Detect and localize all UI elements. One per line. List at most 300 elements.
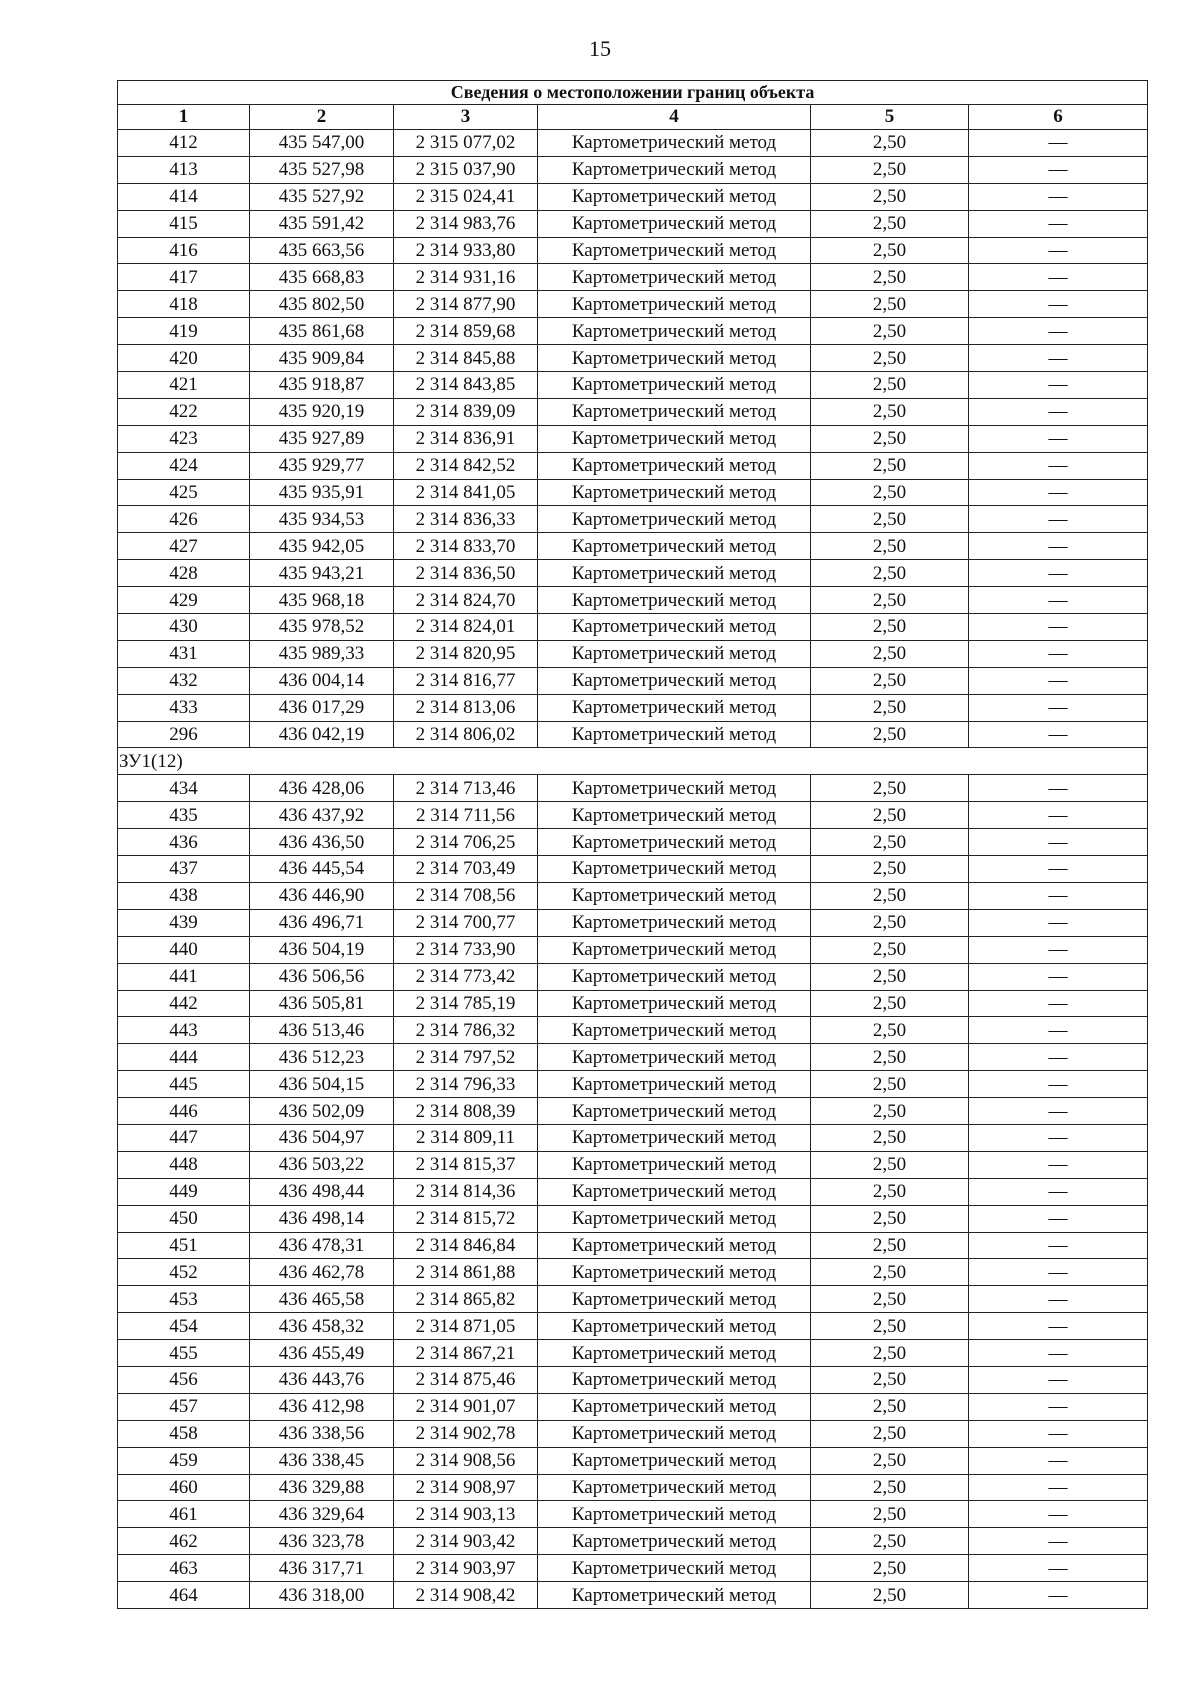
x-coordinate-cell: 436 478,31 <box>250 1232 394 1259</box>
point-number-cell: 415 <box>118 210 250 237</box>
description-cell: — <box>969 237 1148 264</box>
description-cell: — <box>969 130 1148 157</box>
method-cell: Картометрический метод <box>538 130 811 157</box>
x-coordinate-cell: 436 428,06 <box>250 775 394 802</box>
accuracy-cell: 2,50 <box>811 882 969 909</box>
table-row <box>118 1393 1148 1420</box>
method-cell: Картометрический метод <box>538 1555 811 1582</box>
point-number-cell: 427 <box>118 533 250 560</box>
y-coordinate-cell: 2 314 933,80 <box>394 237 538 264</box>
point-number-cell: 421 <box>118 372 250 399</box>
x-coordinate-cell: 435 861,68 <box>250 318 394 345</box>
method-cell: Картометрический метод <box>538 398 811 425</box>
table-row <box>118 882 1148 909</box>
description-cell: — <box>969 1124 1148 1151</box>
table-row <box>118 506 1148 533</box>
description-cell: — <box>969 1528 1148 1555</box>
table-row <box>118 156 1148 183</box>
accuracy-cell: 2,50 <box>811 183 969 210</box>
x-coordinate-cell: 435 591,42 <box>250 210 394 237</box>
accuracy-cell: 2,50 <box>811 479 969 506</box>
x-coordinate-cell: 436 462,78 <box>250 1259 394 1286</box>
table-row <box>118 479 1148 506</box>
table-row <box>118 1474 1148 1501</box>
y-coordinate-cell: 2 314 836,50 <box>394 560 538 587</box>
description-cell: — <box>969 291 1148 318</box>
boundary-coordinates-table <box>117 80 1148 1609</box>
x-coordinate-cell: 436 017,29 <box>250 694 394 721</box>
x-coordinate-cell: 435 909,84 <box>250 345 394 372</box>
table-row <box>118 1232 1148 1259</box>
accuracy-cell: 2,50 <box>811 210 969 237</box>
method-cell: Картометрический метод <box>538 1098 811 1125</box>
table-row <box>118 1313 1148 1340</box>
description-cell: — <box>969 856 1148 883</box>
y-coordinate-cell: 2 314 814,36 <box>394 1178 538 1205</box>
point-number-cell: 437 <box>118 856 250 883</box>
method-cell: Картометрический метод <box>538 1420 811 1447</box>
description-cell: — <box>969 667 1148 694</box>
y-coordinate-cell: 2 314 786,32 <box>394 1017 538 1044</box>
y-coordinate-cell: 2 314 846,84 <box>394 1232 538 1259</box>
description-cell: — <box>969 721 1148 748</box>
x-coordinate-cell: 435 942,05 <box>250 533 394 560</box>
method-cell: Картометрический метод <box>538 372 811 399</box>
method-cell: Картометрический метод <box>538 560 811 587</box>
table-row <box>118 694 1148 721</box>
point-number-cell: 429 <box>118 587 250 614</box>
y-coordinate-cell: 2 314 813,06 <box>394 694 538 721</box>
method-cell: Картометрический метод <box>538 1393 811 1420</box>
y-coordinate-cell: 2 314 808,39 <box>394 1098 538 1125</box>
table-row <box>118 345 1148 372</box>
point-number-cell: 422 <box>118 398 250 425</box>
method-cell: Картометрический метод <box>538 156 811 183</box>
x-coordinate-cell: 436 504,15 <box>250 1071 394 1098</box>
y-coordinate-cell: 2 314 842,52 <box>394 452 538 479</box>
table-row <box>118 1071 1148 1098</box>
point-number-cell: 460 <box>118 1474 250 1501</box>
method-cell: Картометрический метод <box>538 1071 811 1098</box>
table-row <box>118 640 1148 667</box>
point-number-cell: 434 <box>118 775 250 802</box>
accuracy-cell: 2,50 <box>811 1232 969 1259</box>
description-cell: — <box>969 1447 1148 1474</box>
point-number-cell: 425 <box>118 479 250 506</box>
description-cell: — <box>969 909 1148 936</box>
point-number-cell: 442 <box>118 990 250 1017</box>
table-row <box>118 990 1148 1017</box>
y-coordinate-cell: 2 314 902,78 <box>394 1420 538 1447</box>
method-cell: Картометрический метод <box>538 802 811 829</box>
table-body <box>118 130 1148 1609</box>
x-coordinate-cell: 435 668,83 <box>250 264 394 291</box>
point-number-cell: 452 <box>118 1259 250 1286</box>
description-cell: — <box>969 1017 1148 1044</box>
y-coordinate-cell: 2 314 820,95 <box>394 640 538 667</box>
description-cell: — <box>969 264 1148 291</box>
x-coordinate-cell: 436 505,81 <box>250 990 394 1017</box>
x-coordinate-cell: 435 663,56 <box>250 237 394 264</box>
y-coordinate-cell: 2 314 809,11 <box>394 1124 538 1151</box>
table-row <box>118 452 1148 479</box>
accuracy-cell: 2,50 <box>811 1151 969 1178</box>
x-coordinate-cell: 435 989,33 <box>250 640 394 667</box>
table-row <box>118 1151 1148 1178</box>
x-coordinate-cell: 436 436,50 <box>250 829 394 856</box>
table-row <box>118 802 1148 829</box>
x-coordinate-cell: 436 512,23 <box>250 1044 394 1071</box>
page-number: 15 <box>589 36 611 61</box>
method-cell: Картометрический метод <box>538 1178 811 1205</box>
point-number-cell: 430 <box>118 614 250 641</box>
accuracy-cell: 2,50 <box>811 587 969 614</box>
accuracy-cell: 2,50 <box>811 1286 969 1313</box>
description-cell: — <box>969 1205 1148 1232</box>
accuracy-cell: 2,50 <box>811 1313 969 1340</box>
y-coordinate-cell: 2 314 713,46 <box>394 775 538 802</box>
y-coordinate-cell: 2 314 785,19 <box>394 990 538 1017</box>
point-number-cell: 446 <box>118 1098 250 1125</box>
x-coordinate-cell: 436 455,49 <box>250 1340 394 1367</box>
point-number-cell: 445 <box>118 1071 250 1098</box>
method-cell: Картометрический метод <box>538 1474 811 1501</box>
x-coordinate-cell: 435 547,00 <box>250 130 394 157</box>
accuracy-cell: 2,50 <box>811 963 969 990</box>
y-coordinate-cell: 2 314 815,37 <box>394 1151 538 1178</box>
y-coordinate-cell: 2 314 815,72 <box>394 1205 538 1232</box>
method-cell: Картометрический метод <box>538 506 811 533</box>
table-row <box>118 560 1148 587</box>
table-row <box>118 1017 1148 1044</box>
method-cell: Картометрический метод <box>538 909 811 936</box>
accuracy-cell: 2,50 <box>811 560 969 587</box>
x-coordinate-cell: 436 504,97 <box>250 1124 394 1151</box>
accuracy-cell: 2,50 <box>811 1124 969 1151</box>
method-cell: Картометрический метод <box>538 1151 811 1178</box>
y-coordinate-cell: 2 314 841,05 <box>394 479 538 506</box>
point-number-cell: 451 <box>118 1232 250 1259</box>
accuracy-cell: 2,50 <box>811 829 969 856</box>
description-cell: — <box>969 775 1148 802</box>
point-number-cell: 412 <box>118 130 250 157</box>
y-coordinate-cell: 2 314 836,91 <box>394 425 538 452</box>
accuracy-cell: 2,50 <box>811 1205 969 1232</box>
accuracy-cell: 2,50 <box>811 640 969 667</box>
table-row <box>118 963 1148 990</box>
x-coordinate-cell: 436 042,19 <box>250 721 394 748</box>
method-cell: Картометрический метод <box>538 1582 811 1609</box>
description-cell: — <box>969 1313 1148 1340</box>
x-coordinate-cell: 436 504,19 <box>250 936 394 963</box>
point-number-cell: 423 <box>118 425 250 452</box>
y-coordinate-cell: 2 315 077,02 <box>394 130 538 157</box>
point-number-cell: 444 <box>118 1044 250 1071</box>
point-number-cell: 419 <box>118 318 250 345</box>
description-cell: — <box>969 936 1148 963</box>
accuracy-cell: 2,50 <box>811 936 969 963</box>
description-cell: — <box>969 1420 1148 1447</box>
x-coordinate-cell: 436 506,56 <box>250 963 394 990</box>
x-coordinate-cell: 435 978,52 <box>250 614 394 641</box>
table-row <box>118 1528 1148 1555</box>
point-number-cell: 461 <box>118 1501 250 1528</box>
y-coordinate-cell: 2 314 908,56 <box>394 1447 538 1474</box>
point-number-cell: 439 <box>118 909 250 936</box>
description-cell: — <box>969 1286 1148 1313</box>
accuracy-cell: 2,50 <box>811 452 969 479</box>
description-cell: — <box>969 372 1148 399</box>
y-coordinate-cell: 2 314 861,88 <box>394 1259 538 1286</box>
method-cell: Картометрический метод <box>538 1340 811 1367</box>
accuracy-cell: 2,50 <box>811 156 969 183</box>
y-coordinate-cell: 2 314 867,21 <box>394 1340 538 1367</box>
point-number-cell: 420 <box>118 345 250 372</box>
column-header: 4 <box>538 105 811 130</box>
table-row <box>118 1555 1148 1582</box>
x-coordinate-cell: 436 329,88 <box>250 1474 394 1501</box>
description-cell: — <box>969 694 1148 721</box>
x-coordinate-cell: 436 323,78 <box>250 1528 394 1555</box>
accuracy-cell: 2,50 <box>811 264 969 291</box>
accuracy-cell: 2,50 <box>811 856 969 883</box>
method-cell: Картометрический метод <box>538 210 811 237</box>
accuracy-cell: 2,50 <box>811 425 969 452</box>
point-number-cell: 438 <box>118 882 250 909</box>
accuracy-cell: 2,50 <box>811 237 969 264</box>
description-cell: — <box>969 1501 1148 1528</box>
accuracy-cell: 2,50 <box>811 1366 969 1393</box>
y-coordinate-cell: 2 314 908,97 <box>394 1474 538 1501</box>
accuracy-cell: 2,50 <box>811 1501 969 1528</box>
description-cell: — <box>969 210 1148 237</box>
table-row <box>118 398 1148 425</box>
point-number-cell: 449 <box>118 1178 250 1205</box>
table-row <box>118 425 1148 452</box>
point-number-cell: 436 <box>118 829 250 856</box>
method-cell: Картометрический метод <box>538 1205 811 1232</box>
description-cell: — <box>969 1555 1148 1582</box>
table-row <box>118 1205 1148 1232</box>
method-cell: Картометрический метод <box>538 694 811 721</box>
accuracy-cell: 2,50 <box>811 1447 969 1474</box>
description-cell: — <box>969 1044 1148 1071</box>
x-coordinate-cell: 436 503,22 <box>250 1151 394 1178</box>
x-coordinate-cell: 436 513,46 <box>250 1017 394 1044</box>
point-number-cell: 454 <box>118 1313 250 1340</box>
point-number-cell: 440 <box>118 936 250 963</box>
y-coordinate-cell: 2 314 865,82 <box>394 1286 538 1313</box>
method-cell: Картометрический метод <box>538 264 811 291</box>
method-cell: Картометрический метод <box>538 1017 811 1044</box>
point-number-cell: 428 <box>118 560 250 587</box>
accuracy-cell: 2,50 <box>811 1259 969 1286</box>
method-cell: Картометрический метод <box>538 640 811 667</box>
y-coordinate-cell: 2 314 875,46 <box>394 1366 538 1393</box>
point-number-cell: 431 <box>118 640 250 667</box>
method-cell: Картометрический метод <box>538 533 811 560</box>
description-cell: — <box>969 1098 1148 1125</box>
y-coordinate-cell: 2 314 708,56 <box>394 882 538 909</box>
accuracy-cell: 2,50 <box>811 990 969 1017</box>
y-coordinate-cell: 2 314 908,42 <box>394 1582 538 1609</box>
accuracy-cell: 2,50 <box>811 694 969 721</box>
table-row <box>118 210 1148 237</box>
point-number-cell: 450 <box>118 1205 250 1232</box>
point-number-cell: 448 <box>118 1151 250 1178</box>
method-cell: Картометрический метод <box>538 479 811 506</box>
y-coordinate-cell: 2 314 797,52 <box>394 1044 538 1071</box>
table-title: Сведения о местоположении границ объекта <box>118 81 1148 105</box>
x-coordinate-cell: 435 802,50 <box>250 291 394 318</box>
point-number-cell: 463 <box>118 1555 250 1582</box>
x-coordinate-cell: 436 318,00 <box>250 1582 394 1609</box>
description-cell: — <box>969 533 1148 560</box>
column-header-row <box>118 105 1148 130</box>
y-coordinate-cell: 2 314 871,05 <box>394 1313 538 1340</box>
accuracy-cell: 2,50 <box>811 667 969 694</box>
method-cell: Картометрический метод <box>538 1366 811 1393</box>
point-number-cell: 462 <box>118 1528 250 1555</box>
y-coordinate-cell: 2 314 843,85 <box>394 372 538 399</box>
x-coordinate-cell: 435 934,53 <box>250 506 394 533</box>
y-coordinate-cell: 2 314 700,77 <box>394 909 538 936</box>
point-number-cell: 459 <box>118 1447 250 1474</box>
table-row <box>118 614 1148 641</box>
y-coordinate-cell: 2 314 824,70 <box>394 587 538 614</box>
description-cell: — <box>969 425 1148 452</box>
x-coordinate-cell: 436 437,92 <box>250 802 394 829</box>
y-coordinate-cell: 2 314 901,07 <box>394 1393 538 1420</box>
point-number-cell: 296 <box>118 721 250 748</box>
point-number-cell: 414 <box>118 183 250 210</box>
method-cell: Картометрический метод <box>538 183 811 210</box>
method-cell: Картометрический метод <box>538 1259 811 1286</box>
y-coordinate-cell: 2 315 037,90 <box>394 156 538 183</box>
table-row <box>118 1420 1148 1447</box>
table-row <box>118 264 1148 291</box>
description-cell: — <box>969 1151 1148 1178</box>
method-cell: Картометрический метод <box>538 1124 811 1151</box>
y-coordinate-cell: 2 314 703,49 <box>394 856 538 883</box>
x-coordinate-cell: 436 496,71 <box>250 909 394 936</box>
description-cell: — <box>969 398 1148 425</box>
x-coordinate-cell: 435 935,91 <box>250 479 394 506</box>
method-cell: Картометрический метод <box>538 963 811 990</box>
point-number-cell: 432 <box>118 667 250 694</box>
y-coordinate-cell: 2 314 839,09 <box>394 398 538 425</box>
method-cell: Картометрический метод <box>538 829 811 856</box>
method-cell: Картометрический метод <box>538 237 811 264</box>
table-row <box>118 237 1148 264</box>
point-number-cell: 418 <box>118 291 250 318</box>
x-coordinate-cell: 435 968,18 <box>250 587 394 614</box>
column-header: 2 <box>250 105 394 130</box>
description-cell: — <box>969 1259 1148 1286</box>
section-row <box>118 748 1148 775</box>
method-cell: Картометрический метод <box>538 425 811 452</box>
x-coordinate-cell: 435 918,87 <box>250 372 394 399</box>
accuracy-cell: 2,50 <box>811 1178 969 1205</box>
x-coordinate-cell: 435 920,19 <box>250 398 394 425</box>
point-number-cell: 443 <box>118 1017 250 1044</box>
method-cell: Картометрический метод <box>538 587 811 614</box>
description-cell: — <box>969 1178 1148 1205</box>
description-cell: — <box>969 1071 1148 1098</box>
y-coordinate-cell: 2 314 833,70 <box>394 533 538 560</box>
accuracy-cell: 2,50 <box>811 1582 969 1609</box>
x-coordinate-cell: 436 338,56 <box>250 1420 394 1447</box>
accuracy-cell: 2,50 <box>811 1555 969 1582</box>
description-cell: — <box>969 345 1148 372</box>
point-number-cell: 416 <box>118 237 250 264</box>
point-number-cell: 433 <box>118 694 250 721</box>
point-number-cell: 424 <box>118 452 250 479</box>
x-coordinate-cell: 436 329,64 <box>250 1501 394 1528</box>
point-number-cell: 458 <box>118 1420 250 1447</box>
x-coordinate-cell: 436 412,98 <box>250 1393 394 1420</box>
description-cell: — <box>969 1474 1148 1501</box>
y-coordinate-cell: 2 314 711,56 <box>394 802 538 829</box>
accuracy-cell: 2,50 <box>811 614 969 641</box>
y-coordinate-cell: 2 314 773,42 <box>394 963 538 990</box>
x-coordinate-cell: 436 338,45 <box>250 1447 394 1474</box>
y-coordinate-cell: 2 314 836,33 <box>394 506 538 533</box>
description-cell: — <box>969 990 1148 1017</box>
section-label: ЗУ1(12) <box>118 748 1148 775</box>
table-row <box>118 533 1148 560</box>
point-number-cell: 413 <box>118 156 250 183</box>
method-cell: Картометрический метод <box>538 1232 811 1259</box>
x-coordinate-cell: 435 927,89 <box>250 425 394 452</box>
method-cell: Картометрический метод <box>538 882 811 909</box>
method-cell: Картометрический метод <box>538 775 811 802</box>
table-row <box>118 1366 1148 1393</box>
table-row <box>118 291 1148 318</box>
accuracy-cell: 2,50 <box>811 1420 969 1447</box>
description-cell: — <box>969 1582 1148 1609</box>
accuracy-cell: 2,50 <box>811 291 969 318</box>
point-number-cell: 455 <box>118 1340 250 1367</box>
description-cell: — <box>969 640 1148 667</box>
description-cell: — <box>969 587 1148 614</box>
x-coordinate-cell: 436 458,32 <box>250 1313 394 1340</box>
y-coordinate-cell: 2 314 796,33 <box>394 1071 538 1098</box>
accuracy-cell: 2,50 <box>811 506 969 533</box>
y-coordinate-cell: 2 314 931,16 <box>394 264 538 291</box>
accuracy-cell: 2,50 <box>811 1340 969 1367</box>
description-cell: — <box>969 318 1148 345</box>
table-row <box>118 909 1148 936</box>
y-coordinate-cell: 2 314 903,97 <box>394 1555 538 1582</box>
method-cell: Картометрический метод <box>538 990 811 1017</box>
y-coordinate-cell: 2 315 024,41 <box>394 183 538 210</box>
y-coordinate-cell: 2 314 903,13 <box>394 1501 538 1528</box>
accuracy-cell: 2,50 <box>811 1017 969 1044</box>
y-coordinate-cell: 2 314 845,88 <box>394 345 538 372</box>
method-cell: Картометрический метод <box>538 345 811 372</box>
point-number-cell: 417 <box>118 264 250 291</box>
description-cell: — <box>969 1340 1148 1367</box>
description-cell: — <box>969 1393 1148 1420</box>
y-coordinate-cell: 2 314 733,90 <box>394 936 538 963</box>
accuracy-cell: 2,50 <box>811 1071 969 1098</box>
table-row <box>118 130 1148 157</box>
x-coordinate-cell: 435 943,21 <box>250 560 394 587</box>
table-row <box>118 936 1148 963</box>
method-cell: Картометрический метод <box>538 1313 811 1340</box>
x-coordinate-cell: 436 317,71 <box>250 1555 394 1582</box>
